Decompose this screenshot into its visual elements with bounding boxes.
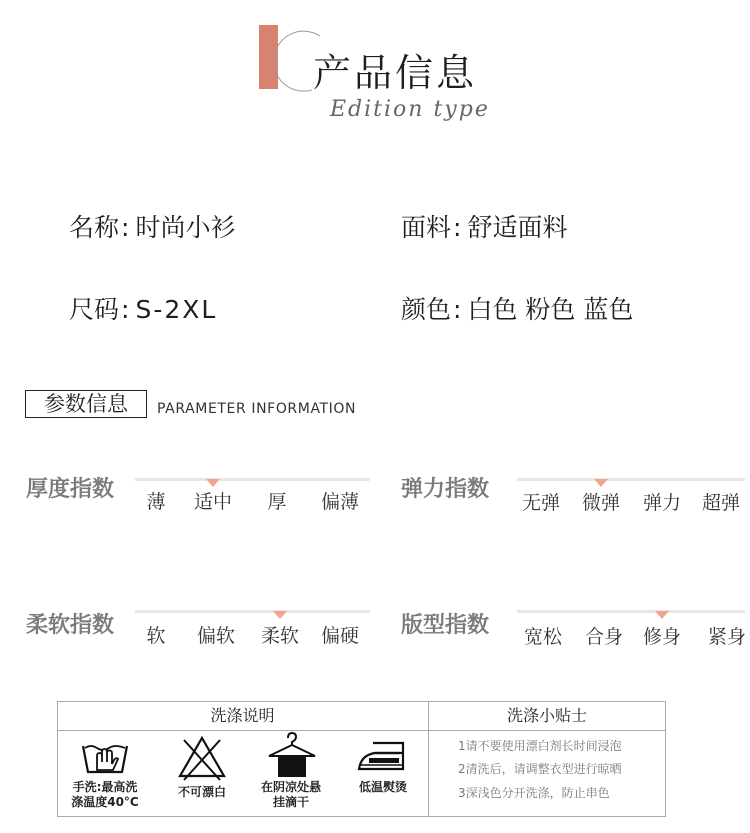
info-color-label: 颜色 [401, 295, 452, 324]
scale-elasticity-line [517, 478, 745, 481]
hang-dry-caption [248, 780, 334, 810]
scale-elasticity-label: 弹力指数 [401, 477, 490, 502]
info-color-value: 白色 粉色 蓝色 [467, 295, 634, 324]
info-name-label: 名称 [69, 213, 120, 242]
info-size: 尺码: S-2XL [69, 295, 218, 324]
page-title: 产品信息 [313, 51, 478, 95]
info-name: 名称: 时尚小衫 [69, 213, 236, 242]
info-size-value: S-2XL [135, 295, 218, 324]
scale-softness-option: 偏硬 [320, 625, 359, 647]
scale-fit-option: 紧身 [707, 626, 746, 648]
scale-softness-tick [273, 611, 287, 619]
info-color: 颜色: 白色 粉色 蓝色 [401, 295, 634, 324]
care-tip: 3深浅色分开洗涤，防止串色 [458, 786, 610, 800]
info-size-label: 尺码 [69, 295, 120, 324]
scale-softness-line [135, 610, 370, 613]
care-wash-title: 洗涤说明 [210, 706, 275, 725]
scale-elasticity-option: 弹力 [642, 492, 681, 514]
scale-thickness-option: 薄 [146, 491, 166, 513]
scale-thickness-option: 适中 [193, 491, 232, 513]
scale-softness-option: 柔软 [260, 625, 299, 647]
scale-thickness-tick [206, 479, 220, 487]
hang-dry-caption-line2: 挂滴干 [272, 795, 309, 809]
scale-fit-option: 修身 [642, 626, 681, 648]
care-tip: 1请不要使用漂白剂长时间浸泡 [458, 739, 622, 753]
scale-elasticity-option: 微弹 [581, 492, 620, 514]
scale-softness-label: 柔软指数 [26, 613, 115, 638]
care-table-header-divider [57, 730, 666, 731]
scale-fit-line [517, 610, 745, 613]
info-fabric: 面料: 舒适面料 [401, 213, 568, 242]
scale-elasticity-option: 超弹 [701, 492, 740, 514]
hand-wash-caption-line2: 涤温度40°C [71, 795, 139, 809]
hand-wash-icon [77, 734, 133, 784]
care-tip: 2清洗后，请调整衣型进行晾晒 [458, 762, 622, 776]
scale-softness-option: 偏软 [196, 625, 235, 647]
hang-dry-caption-line1: 在阴凉处悬 [260, 780, 321, 794]
params-title-en: PARAMETER INFORMATION [157, 401, 357, 417]
care-tips-title: 洗涤小贴士 [506, 706, 587, 725]
scale-softness-option: 软 [146, 625, 166, 647]
hand-wash-caption-line1: 手洗:最高洗 [72, 780, 138, 794]
info-name-value: 时尚小衫 [135, 213, 236, 242]
scale-fit-option: 合身 [584, 626, 623, 648]
scale-fit-tick [655, 611, 669, 619]
low-iron-caption: 低温熨烫 [358, 780, 407, 794]
scale-fit-label: 版型指数 [401, 613, 490, 638]
scale-thickness-line [135, 478, 370, 481]
hand-wash-caption [62, 780, 148, 810]
hang-dry-shade-icon [263, 730, 319, 780]
scale-fit-option: 宽松 [523, 626, 562, 648]
params-title: 参数信息 [25, 390, 147, 418]
scale-thickness-option: 偏薄 [320, 491, 359, 513]
info-fabric-value: 舒适面料 [467, 213, 568, 242]
scale-thickness-option: 厚 [267, 491, 287, 513]
info-fabric-label: 面料 [401, 213, 452, 242]
scale-thickness-label: 厚度指数 [26, 477, 115, 502]
no-bleach-caption: 不可漂白 [177, 785, 226, 799]
scale-elasticity-tick [594, 479, 608, 487]
page-subtitle: Edition type [330, 97, 490, 122]
no-bleach-icon [174, 734, 230, 784]
scale-elasticity-option: 无弹 [521, 492, 560, 514]
